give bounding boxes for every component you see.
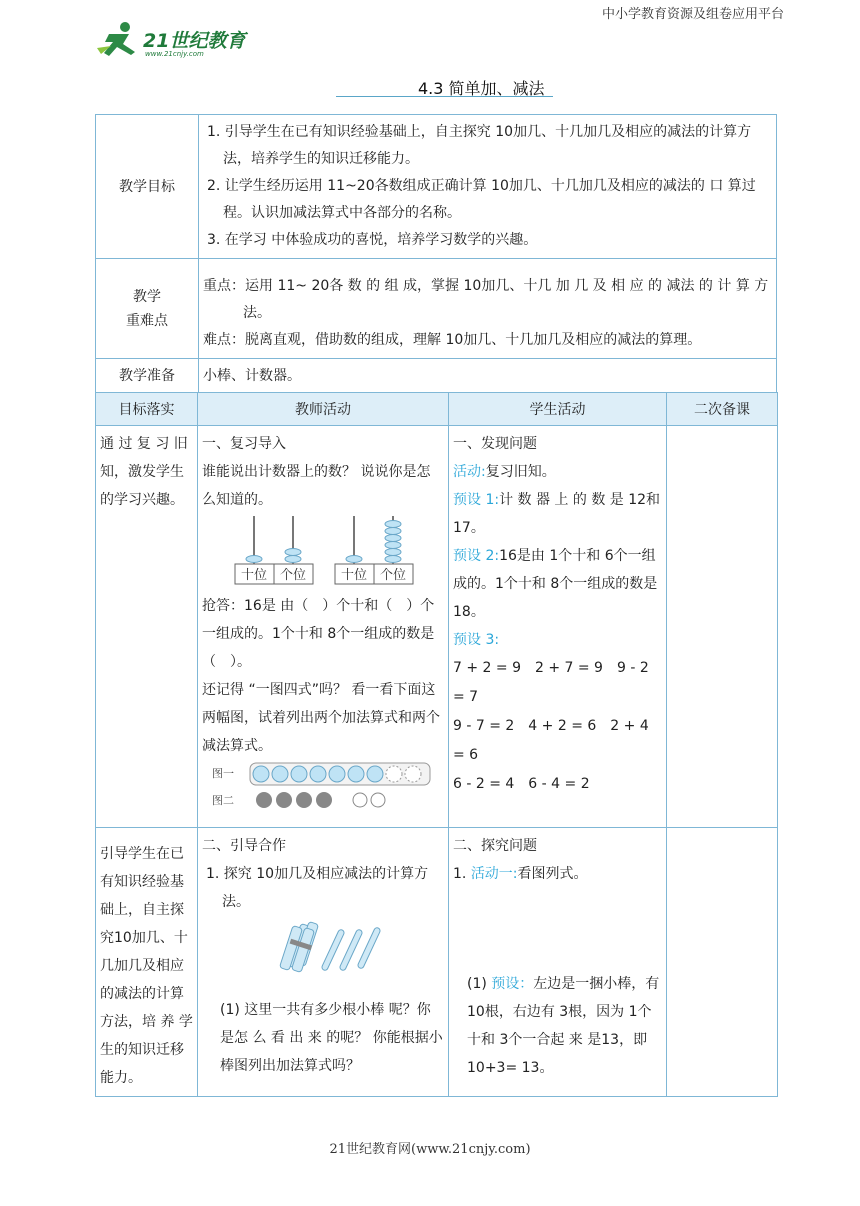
row2-goal: 引导学生在已有知识经验基础上，自主探究10加几、十几加几及相应的减法的计算方法，培 养 学生的知识迁移能力。 xyxy=(96,828,198,1097)
figure-one-label: 图一 xyxy=(212,767,234,780)
teacher-question: 谁能说出计数器上的数？ 说说你是怎么知道的。 xyxy=(202,464,431,508)
goal-item: 1. 引导学生在已有知识经验基础上，自主探究 10加几、十几加几及相应的减法的计算方法，培养学生的知识迁移能力。 xyxy=(207,124,752,167)
student-activity xyxy=(453,458,662,486)
footer: 21世纪教育网(www.21cnjy.com) xyxy=(329,1142,531,1157)
picture-figures xyxy=(202,760,442,812)
teacher-section-title: 二、引导合作 xyxy=(202,838,286,854)
preset-3-label: 预设 3: xyxy=(453,632,500,648)
preset-2 xyxy=(453,542,662,626)
equation-line: 9 - 7 = 2 4 + 2 = 6 2 + 4 = 6 xyxy=(453,718,649,763)
preset-text: 计 数 器 上 的 数 是 12和 17。 xyxy=(453,492,661,536)
prep-value: 小棒、计数器。 xyxy=(199,359,777,394)
prep-label: 教学准备 xyxy=(96,359,199,394)
abacus-tens-label: 十位 xyxy=(240,568,268,583)
key-point: 重点：运用 11~ 20各 数 的 组 成，掌握 10加几、十几 加 几 及 相 应 的 减法 的 计 算 方法。 xyxy=(203,278,769,321)
preset-1 xyxy=(453,486,662,542)
student-section-title: 二、探究问题 xyxy=(453,838,537,854)
abacus-ones-label: 个位 xyxy=(379,568,407,583)
preset-label: 预设 1: xyxy=(453,492,500,508)
key-label-line1: 教学 xyxy=(133,288,161,305)
teacher-item: 1. 探究 10加几及相应减法的计算方法。 xyxy=(206,866,429,910)
preset-label: 预设： xyxy=(491,976,534,992)
logo xyxy=(95,20,265,66)
key-label-line2: 重难点 xyxy=(126,312,168,329)
activity-label: 活动: xyxy=(453,464,486,480)
row1-second-prep xyxy=(667,426,778,828)
activity-label: 活动一: xyxy=(470,866,518,882)
equation-line: 7 + 2 = 9 2 + 7 = 9 9 - 2 = 7 xyxy=(453,660,649,705)
activity-text: 复习旧知。 xyxy=(485,464,556,480)
header-teacher: 教师活动 xyxy=(198,393,449,426)
student-answer xyxy=(453,888,662,1082)
goals-cell xyxy=(199,115,777,259)
answer-text: 左边是一捆小棒，有 10根，右边有 3根，因为 1个十和 3个一合起 来 是13，即 10+3= 13。 xyxy=(467,976,660,1076)
key-points-label xyxy=(96,259,199,359)
activity-text: 看图列式。 xyxy=(517,866,588,882)
goal-item: 2. 让学生经历运用 11~20各数组成正确计算 10加几、十几加几及相应的减法的 口 算过程。认识加减法算式中各部分的名称。 xyxy=(207,178,756,221)
answer-number: (1) xyxy=(467,976,487,992)
row1-goal: 通 过 复 习 旧 知，激发学生的学习兴趣。 xyxy=(96,426,198,828)
equation-line: 6 - 2 = 4 6 - 4 = 2 xyxy=(453,776,590,792)
logo-url: www.21cnjy.com xyxy=(145,50,204,58)
student-item xyxy=(453,860,662,888)
item-number: 1. xyxy=(453,866,467,882)
logo-text: 21世纪教育 xyxy=(143,30,246,52)
row1-teacher xyxy=(198,426,449,828)
abacus-figure xyxy=(202,514,442,592)
page-title: 4.3 简单加、减法 xyxy=(418,79,545,98)
sticks-figure xyxy=(202,916,442,976)
abacus-ones-label: 个位 xyxy=(279,568,307,583)
header-student: 学生活动 xyxy=(449,393,667,426)
difficulty: 难点：脱离直观，借助数的组成，理解 10加几、十几加几及相应的减法的算理。 xyxy=(203,332,702,348)
goal-item: 3. 在学习 中体验成功的喜悦，培养学习数学的兴趣。 xyxy=(207,232,538,248)
teacher-question: (1) 这里一共有多少根小棒 呢？你是怎 么 看 出 来 的呢？ 你能根据小棒图列出加法算式吗？ xyxy=(220,1002,443,1074)
row1-student xyxy=(449,426,667,828)
preset-text: 16是由 1个十和 6个一组成的。1个十和 8个一组成的数是 18。 xyxy=(453,548,658,620)
figure-two-label: 图二 xyxy=(212,794,234,807)
student-section-title: 一、发现问题 xyxy=(453,436,537,452)
info-table xyxy=(95,114,777,394)
platform-name: 中小学教育资源及组卷应用平台 xyxy=(601,7,784,22)
preset-label: 预设 2: xyxy=(453,548,500,564)
key-points-cell xyxy=(199,259,777,359)
teacher-answer-prompt: 抢答：16是 由（ ）个十和（ ）个一组成的。1个十和 8个一组成的数是（ ）。 xyxy=(202,598,435,670)
abacus-tens-label: 十位 xyxy=(340,568,368,583)
teacher-section-title: 一、复习导入 xyxy=(202,436,286,452)
row2-teacher xyxy=(198,828,449,1097)
header-second-prep: 二次备课 xyxy=(667,393,778,426)
runner-logo-icon xyxy=(95,20,145,60)
activity-table xyxy=(95,392,778,1097)
title-underline xyxy=(336,96,553,97)
goals-label: 教学目标 xyxy=(96,115,199,259)
row2-student xyxy=(449,828,667,1097)
row2-second-prep xyxy=(667,828,778,1097)
header-goal: 目标落实 xyxy=(96,393,198,426)
teacher-review-prompt: 还记得 “一图四式”吗？ 看一看下面这两幅图，试着列出两个加法算式和两个减法算式。 xyxy=(202,682,440,754)
